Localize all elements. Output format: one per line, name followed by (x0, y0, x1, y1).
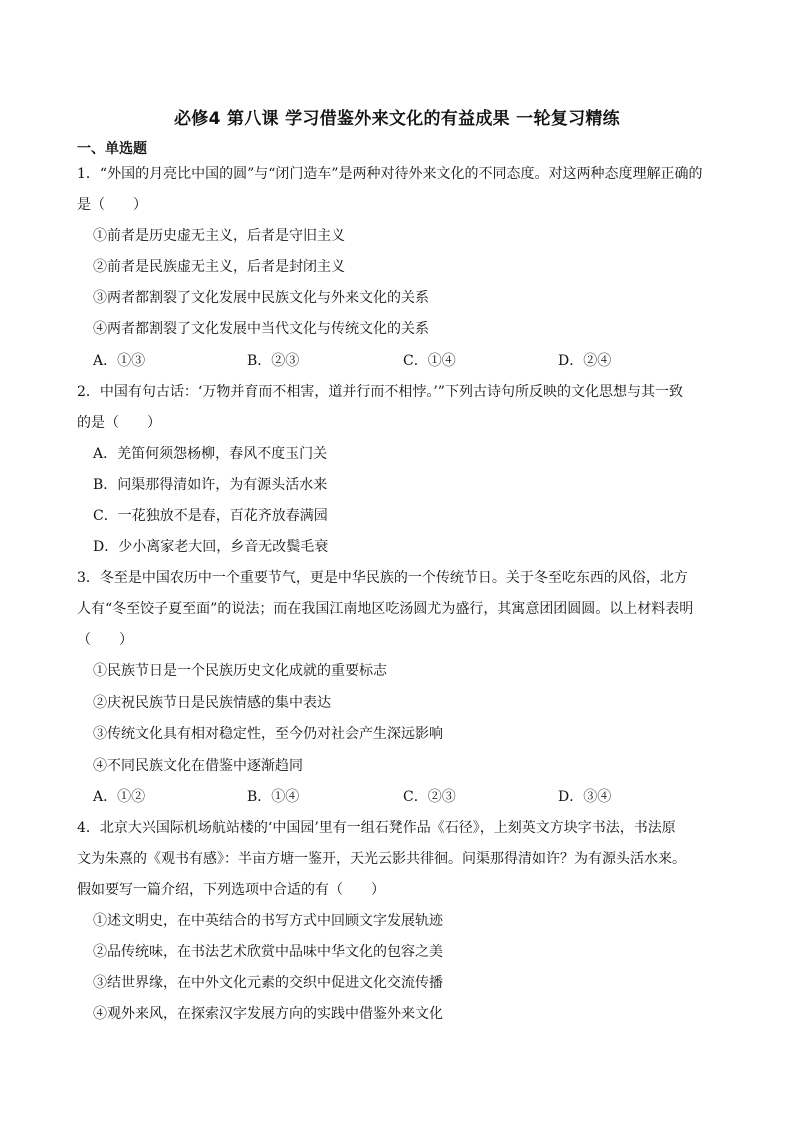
choice-d: D．②④ (558, 353, 612, 369)
question-3-stem-line: 人有“冬至饺子夏至面”的说法；而在我国江南地区吃汤圆尤为盛行，其寓意团团圆圆。以上材料表明 (77, 601, 694, 617)
section-heading: 一、单选题 (77, 141, 147, 157)
choice-c: C．②③ (403, 789, 456, 805)
question-1-choices (93, 351, 713, 371)
question-3-statement: ②庆祝民族节日是民族情感的集中表达 (93, 695, 331, 711)
question-2-option-a: A．羌笛何须怨杨柳，春风不度玉门关 (93, 446, 328, 462)
question-4-statement: ④观外来风，在探索汉字发展方向的实践中借鉴外来文化 (93, 1006, 443, 1022)
choice-d: D．③④ (558, 789, 612, 805)
question-1-statement: ③两者都割裂了文化发展中民族文化与外来文化的关系 (93, 290, 429, 306)
question-1-statement: ④两者都割裂了文化发展中当代文化与传统文化的关系 (93, 321, 429, 337)
choice-c: C．①④ (403, 353, 456, 369)
question-4-statement: ③结世界缘，在中外文化元素的交织中促进文化交流传播 (93, 975, 443, 991)
question-3-statement: ③传统文化具有相对稳定性，至今仍对社会产生深远影响 (93, 726, 443, 742)
question-1-stem-line: 1．“外国的月亮比中国的圆”与“闭门造车”是两种对待外来文化的不同态度。对这两种态度理解正确的 (77, 166, 703, 182)
choice-b: B．①④ (247, 789, 300, 805)
question-4-statement: ②品传统味，在书法艺术欣赏中品味中华文化的包容之美 (93, 944, 443, 960)
question-2-stem-line: 的是（ ） (77, 415, 161, 431)
question-1-stem-line: 是（ ） (77, 197, 147, 213)
question-3-statement: ④不同民族文化在借鉴中逐渐趋同 (93, 758, 303, 774)
choice-a: A．①② (93, 789, 146, 805)
document-title: 必修4 第八课 学习借鉴外来文化的有益成果 一轮复习精练 (174, 109, 620, 129)
question-2-option-c: C．一花独放不是春，百花齐放春满园 (93, 508, 328, 524)
question-3-statement: ①民族节日是一个民族历史文化成就的重要标志 (93, 663, 387, 679)
question-2-option-b: B．问渠那得清如许，为有源头活水来 (93, 477, 328, 493)
question-2-option-d: D．少小离家老大回，乡音无改鬓毛衰 (93, 539, 329, 555)
question-4-stem-line: 4．北京大兴国际机场航站楼的‘中国园’里有一组石凳作品《石径》，上刻英文方块字书法，书法原 (77, 820, 676, 836)
question-4-stem-line: 假如要写一篇介绍，下列选项中合适的有（ ） (77, 882, 385, 898)
question-4-stem-line: 文为朱熹的《观书有感》：半亩方塘一鉴开，天光云影共徘徊。问渠那得清如许？为有源头活水来。 (77, 851, 686, 867)
question-2-stem-line: 2．中国有句古话：‘万物并育而不相害，道并行而不相悖。’”下列古诗句所反映的文化思想与其一致 (77, 384, 683, 400)
choice-b: B．②③ (247, 353, 300, 369)
choice-a: A．①③ (93, 353, 146, 369)
question-1-statement: ①前者是历史虚无主义，后者是守旧主义 (93, 228, 345, 244)
question-3-choices (93, 787, 713, 807)
question-3-stem-line: 3．冬至是中国农历中一个重要节气，更是中华民族的一个传统节日。关于冬至吃东西的风俗，北方 (77, 570, 688, 586)
question-4-statement: ①述文明史，在中英结合的书写方式中回顾文字发展轨迹 (93, 913, 443, 929)
question-1-statement: ②前者是民族虚无主义，后者是封闭主义 (93, 259, 345, 275)
question-3-stem-line: （ ） (77, 632, 133, 648)
